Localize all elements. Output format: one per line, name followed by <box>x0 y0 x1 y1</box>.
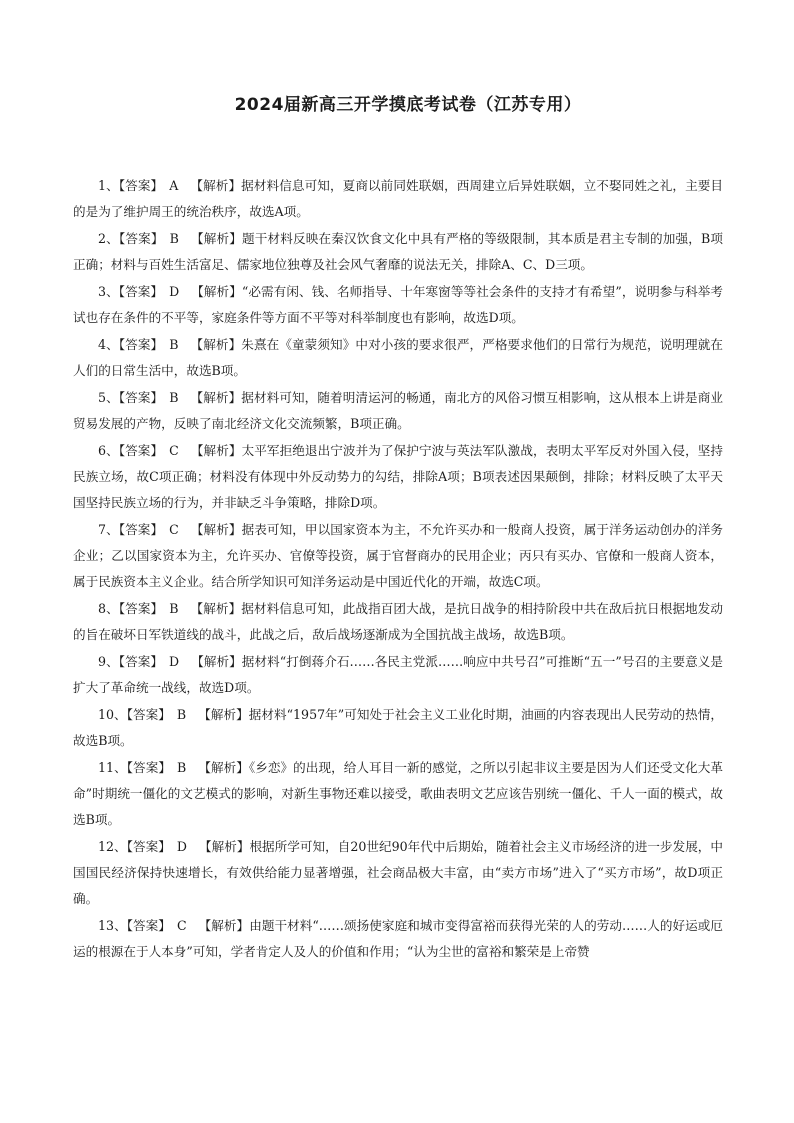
explanation-label: 【解析】 <box>190 390 242 405</box>
answer-letter: B <box>169 231 179 246</box>
explanation-label: 【解析】 <box>198 839 250 854</box>
explanation-text: 根据所学可知，自20世纪90年代中后期始，随着社会主义市场经济的进一步发展，中国国民经济保持快速增长，有效供给能力显著增强，社会商品极大丰富，由“卖方市场”进入了“买方市场”，故D项正确。 <box>73 839 724 906</box>
answer-item <box>73 517 723 595</box>
answer-label: 【答案】 <box>118 654 164 669</box>
explanation-label: 【解析】 <box>190 231 243 246</box>
answer-label: 【答案】 <box>118 178 164 193</box>
explanation-label: 【解析】 <box>190 178 242 193</box>
answer-label: 【答案】 <box>118 284 164 299</box>
answer-letter: D <box>169 284 180 299</box>
answer-item <box>73 173 723 225</box>
answer-list <box>73 173 723 965</box>
answer-label: 【答案】 <box>118 443 164 458</box>
answer-item <box>73 755 723 833</box>
explanation-label: 【解析】 <box>190 337 242 352</box>
document-page <box>73 90 723 966</box>
explanation-text: 题干材料反映在秦汉饮食文化中具有严格的等级限制，其本质是君主专制的加强，B项正确；材料与百姓生活富足、儒家地位独尊及社会风气奢靡的说法无关，排除A、C、D三项。 <box>73 231 724 272</box>
item-number: 2、 <box>98 231 119 246</box>
explanation-text: 太平军拒绝退出宁波并为了保护宁波与英法军队激战，表明太平军反对外国入侵，坚持民族立场，故C项正确；材料没有体现中外反动势力的勾结，排除A项；B项表述因果颠倒，排除；材料反映了太平天国坚持民族立场的行为，并非缺乏斗争策略，排除D项。 <box>73 443 724 510</box>
answer-label: 【答案】 <box>126 760 171 775</box>
answer-label: 【答案】 <box>118 390 164 405</box>
explanation-text: 由题干材料“……颂扬使家庭和城市变得富裕而获得光荣的人的劳动……人的好运或厄运的根源在于人本身”可知，学者肯定人及人的价值和作用；“认为尘世的富裕和繁荣是上帝赞 <box>73 918 723 959</box>
explanation-text: 据材料“打倒蒋介石……各民主党派……响应中共号召”可推断“五一”号召的主要意义是扩大了革命统一战线，故选D项。 <box>73 654 723 695</box>
item-number: 13、 <box>98 918 127 933</box>
explanation-text: 《乡恋》的出现，给人耳目一新的感觉，之所以引起非议主要是因为人们还受文化大革命”时期统一僵化的文艺模式的影响，对新生事物还难以接受，歌曲表明文艺应该告别统一僵化、千人一面的模式，故选B项。 <box>73 760 723 827</box>
answer-label: 【答案】 <box>126 707 171 722</box>
answer-letter: B <box>176 707 187 722</box>
answer-item <box>73 596 723 648</box>
answer-label: 【答案】 <box>126 839 171 854</box>
answer-letter: B <box>169 390 179 405</box>
explanation-text: 朱熹在《童蒙须知》中对小孩的要求很严，严格要求他们的日常行为规范，说明理就在人们的日常生活中，故选B项。 <box>73 337 724 378</box>
item-number: 9、 <box>98 654 119 669</box>
explanation-label: 【解析】 <box>198 918 250 933</box>
answer-item <box>73 438 723 516</box>
explanation-label: 【解析】 <box>190 601 242 616</box>
explanation-label: 【解析】 <box>190 522 242 537</box>
answer-item <box>73 279 723 331</box>
explanation-text: 据材料信息可知，此战指百团大战，是抗日战争的相持阶段中共在敌后抗日根据地发动的旨在破坏日军铁道线的战斗，此战之后，敌后战场逐渐成为全国抗战主战场，故选B项。 <box>73 601 724 642</box>
explanation-label: 【解析】 <box>190 443 242 458</box>
answer-item <box>73 649 723 701</box>
item-number: 3、 <box>98 284 119 299</box>
answer-letter: B <box>169 601 179 616</box>
answer-item <box>73 226 723 278</box>
answer-letter: A <box>169 178 179 193</box>
item-number: 4、 <box>98 337 119 352</box>
item-number: 7、 <box>98 522 119 537</box>
explanation-text: 据表可知，甲以国家资本为主，不允许买办和一般商人投资，属于洋务运动创办的洋务企业；乙以国家资本为主，允许买办、官僚等投资，属于官督商办的民用企业；丙只有买办、官僚和一般商人资本，属于民族资本主义企业。结合所学知识可知洋务运动是中国近代化的开端，故选C项。 <box>73 522 724 589</box>
item-number: 5、 <box>98 390 119 405</box>
answer-item <box>73 332 723 384</box>
answer-letter: C <box>169 443 179 458</box>
item-number: 6、 <box>98 443 119 458</box>
answer-label: 【答案】 <box>126 918 171 933</box>
item-number: 8、 <box>98 601 119 616</box>
explanation-label: 【解析】 <box>198 707 249 722</box>
item-number: 1、 <box>98 178 119 193</box>
item-number: 10、 <box>98 707 127 722</box>
answer-item <box>73 834 723 912</box>
answer-letter: B <box>177 760 187 775</box>
explanation-text: 据材料可知，随着明清运河的畅通，南北方的风俗习惯互相影响，这从根本上讲是商业贸易发展的产物，反映了南北经济文化交流频繁，B项正确。 <box>73 390 724 431</box>
explanation-text: 据材料信息可知，夏商以前同姓联姻，西周建立后异姓联姻，立不娶同姓之礼，主要目的是为了维护周王的统治秩序，故选A项。 <box>73 178 724 219</box>
answer-label: 【答案】 <box>118 337 164 352</box>
answer-letter: B <box>169 337 179 352</box>
answer-item <box>73 385 723 437</box>
explanation-text: 据材料“1957年”可知处于社会主义工业化时期，油画的内容表现出人民劳动的热情，故选B项。 <box>73 707 723 748</box>
explanation-text: “必需有闲、钱、名师指导、十年寒窗等等社会条件的支持才有希望”，说明参与科举考试也存在条件的不平等，家庭条件等方面不平等对科举制度也有影响，故选D项。 <box>73 284 724 325</box>
explanation-label: 【解析】 <box>198 760 249 775</box>
answer-letter: C <box>176 918 187 933</box>
item-number: 12、 <box>98 839 127 854</box>
answer-letter: D <box>169 654 180 669</box>
answer-item <box>73 702 723 754</box>
answer-item <box>73 913 723 965</box>
answer-label: 【答案】 <box>118 231 164 246</box>
item-number: 11、 <box>98 760 127 775</box>
page-title: 2024届新高三开学摸底考试卷（江苏专用） <box>234 95 582 115</box>
answer-letter: C <box>169 522 179 537</box>
explanation-label: 【解析】 <box>191 654 242 669</box>
explanation-label: 【解析】 <box>191 284 242 299</box>
answer-label: 【答案】 <box>118 522 164 537</box>
answer-letter: D <box>176 839 187 854</box>
answer-label: 【答案】 <box>118 601 164 616</box>
